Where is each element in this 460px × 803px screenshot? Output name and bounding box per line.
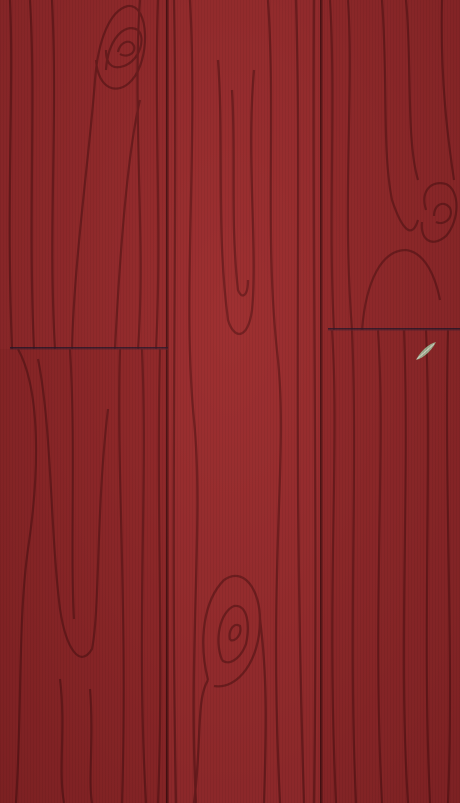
wood-grain-left-lower — [0, 349, 168, 803]
wood-grain-right-lower — [322, 330, 460, 803]
plank-joint-right — [328, 328, 460, 331]
wood-grain-middle — [168, 0, 322, 803]
plank-middle — [168, 0, 322, 803]
leaf-fleck — [414, 340, 438, 362]
plank-right-lower — [322, 330, 460, 803]
plank-left-lower — [0, 349, 168, 803]
wood-grain-left-upper — [0, 0, 168, 349]
plank-seam-left — [166, 0, 169, 803]
plank-joint-left — [10, 347, 168, 350]
plank-seam-right — [320, 0, 323, 803]
plank-left-upper — [0, 0, 168, 349]
plank-right-upper — [322, 0, 460, 330]
wood-grain-right-upper — [322, 0, 460, 330]
